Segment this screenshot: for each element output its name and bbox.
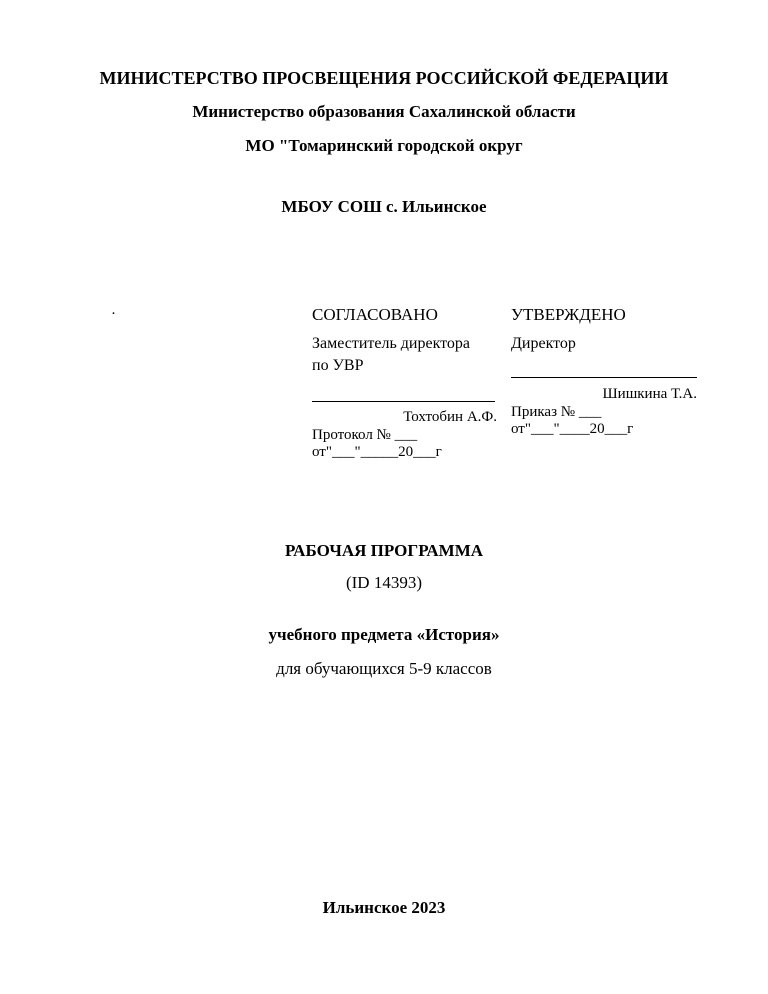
- approved-date: от"___"____20___г: [511, 421, 634, 437]
- agreed-title: СОГЛАСОВАНО: [312, 305, 438, 324]
- agreed-position-line2: по УВР: [312, 357, 364, 374]
- approved-title: УТВЕРЖДЕНО: [511, 305, 626, 324]
- regional-ministry-title: Министерство образования Сахалинской области: [192, 102, 576, 121]
- program-audience: для обучающихся 5-9 классов: [276, 659, 492, 678]
- program-subject: учебного предмета «История»: [268, 625, 500, 644]
- approved-order: Приказ № ___: [511, 404, 602, 420]
- place-year: Ильинское 2023: [322, 898, 446, 917]
- stray-mark: ·: [111, 306, 116, 322]
- school-title: МБОУ СОШ с. Ильинское: [281, 197, 487, 216]
- approved-signer: Шишкина Т.А.: [602, 386, 697, 402]
- district-title: МО "Томаринский городской округ: [245, 136, 523, 155]
- approved-position: Директор: [511, 335, 576, 352]
- program-title: РАБОЧАЯ ПРОГРАММА: [284, 541, 484, 560]
- ministry-title: МИНИСТЕРСТВО ПРОСВЕЩЕНИЯ РОССИЙСКОЙ ФЕДЕРАЦИИ: [99, 68, 669, 88]
- agreed-position-line1: Заместитель директора: [312, 335, 471, 352]
- agreed-signature-line: [312, 401, 495, 402]
- approved-signature-line: [511, 377, 697, 378]
- program-id: (ID 14393): [345, 573, 422, 592]
- agreed-date: от"___"_____20___г: [312, 444, 442, 460]
- agreed-protocol: Протокол № ___: [312, 427, 418, 443]
- agreed-signer: Тохтобин А.Ф.: [403, 409, 497, 425]
